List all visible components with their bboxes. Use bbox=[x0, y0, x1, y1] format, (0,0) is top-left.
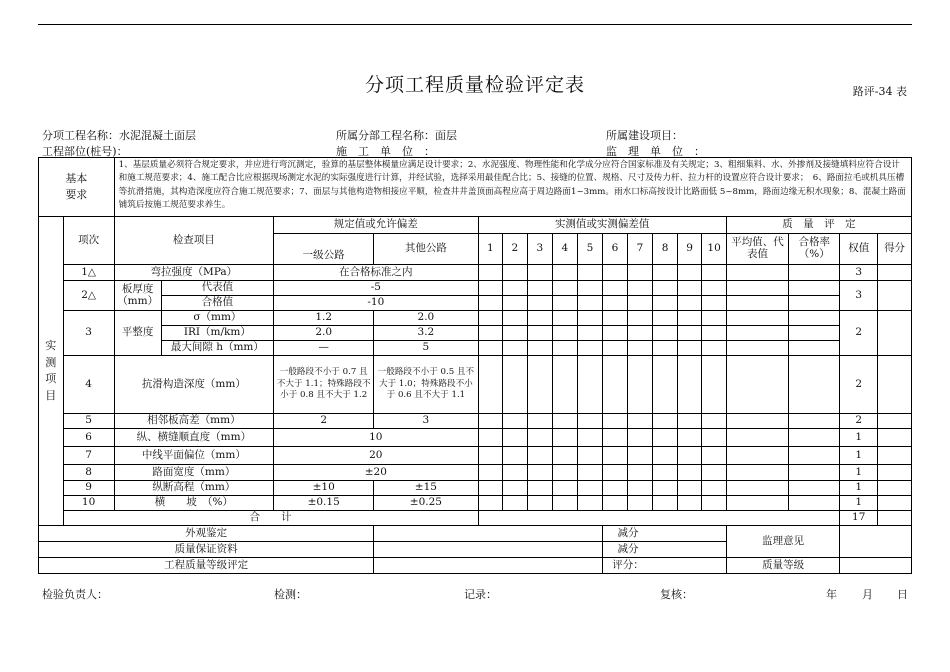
appearance-label: 外观鉴定 bbox=[39, 526, 374, 542]
table-cell: 合 计 bbox=[63, 511, 478, 526]
table-cell: 17 bbox=[840, 511, 878, 526]
table-cell bbox=[627, 341, 653, 356]
table-cell bbox=[374, 558, 603, 574]
table-cell bbox=[627, 281, 653, 296]
col-other-roads: 其他公路 bbox=[374, 234, 478, 265]
table-cell bbox=[726, 265, 788, 281]
table-cell bbox=[789, 296, 840, 311]
table-cell bbox=[726, 296, 788, 311]
table-cell: 3 bbox=[840, 265, 878, 281]
table-cell: 3 bbox=[374, 414, 478, 429]
table-cell bbox=[553, 311, 578, 326]
table-cell bbox=[577, 326, 603, 341]
table-cell bbox=[789, 496, 840, 511]
table-cell bbox=[702, 447, 727, 465]
table-cell bbox=[702, 414, 727, 429]
table-cell bbox=[878, 311, 912, 356]
col-m4: 4 bbox=[553, 234, 578, 265]
table-cell: 代表值 bbox=[161, 281, 273, 296]
table-cell bbox=[677, 326, 702, 341]
reviewer-label: 复核： bbox=[660, 588, 693, 601]
table-cell bbox=[702, 341, 727, 356]
table-cell: 1 bbox=[840, 496, 878, 511]
supervisor-opinion-label: 监理意见 bbox=[726, 526, 839, 558]
table-cell bbox=[677, 265, 702, 281]
table-cell bbox=[527, 326, 553, 341]
table-cell: 5 bbox=[63, 414, 114, 429]
page-title: 分项工程质量检验评定表 bbox=[364, 74, 585, 96]
table-cell bbox=[527, 465, 553, 481]
col-pass-rate: 合格率（%） bbox=[789, 234, 840, 265]
deduct-label-2: 减分 bbox=[603, 542, 653, 558]
table-cell: 2 bbox=[840, 311, 878, 356]
requirements-label: 基本要求 bbox=[39, 158, 115, 217]
table-cell bbox=[789, 429, 840, 447]
table-cell bbox=[677, 341, 702, 356]
col-m10: 10 bbox=[702, 234, 727, 265]
table-cell: 路面宽度（mm） bbox=[114, 465, 273, 481]
table-cell bbox=[603, 447, 628, 465]
table-cell bbox=[478, 356, 503, 414]
table-cell bbox=[702, 311, 727, 326]
table-cell bbox=[653, 296, 678, 311]
table-cell bbox=[553, 414, 578, 429]
table-cell: -10 bbox=[274, 296, 478, 311]
col-m9: 9 bbox=[677, 234, 702, 265]
table-cell bbox=[553, 341, 578, 356]
table-cell bbox=[374, 526, 603, 542]
table-cell bbox=[527, 281, 553, 296]
project-name: 分项工程名称：水泥混凝土面层 bbox=[42, 129, 196, 142]
table-cell: 1 bbox=[840, 465, 878, 481]
deduct-label-1: 减分 bbox=[603, 526, 653, 542]
table-cell: 板厚度（mm） bbox=[114, 281, 161, 311]
table-cell bbox=[878, 414, 912, 429]
table-cell: 4 bbox=[63, 356, 114, 414]
top-rule bbox=[38, 24, 912, 25]
table-cell bbox=[702, 429, 727, 447]
table-cell: 1.2 bbox=[274, 311, 374, 326]
measured-items-label: 实测项目 bbox=[39, 217, 64, 526]
table-cell bbox=[726, 326, 788, 341]
table-cell bbox=[553, 481, 578, 496]
table-cell: 抗滑构造深度（mm） bbox=[114, 356, 273, 414]
table-cell bbox=[577, 481, 603, 496]
table-cell: 2 bbox=[840, 414, 878, 429]
table-cell bbox=[478, 326, 503, 341]
table-cell bbox=[553, 447, 578, 465]
table-cell bbox=[878, 481, 912, 496]
table-row bbox=[39, 481, 912, 496]
table-cell bbox=[653, 356, 678, 414]
table-cell: 一般路段不小于 0.7 且不大于 1.1；特殊路段不小于 0.8 且不大于 1.2 bbox=[274, 356, 374, 414]
table-cell bbox=[878, 429, 912, 447]
table-cell bbox=[653, 341, 678, 356]
table-cell bbox=[677, 447, 702, 465]
table-cell: 弯拉强度（MPa） bbox=[114, 265, 273, 281]
table-cell bbox=[553, 465, 578, 481]
table-cell bbox=[478, 429, 503, 447]
col-quality-group: 质 量 评 定 bbox=[726, 217, 911, 234]
table-cell: 1 bbox=[840, 447, 878, 465]
table-cell bbox=[478, 496, 503, 511]
table-cell bbox=[789, 265, 840, 281]
table-cell bbox=[726, 281, 788, 296]
table-cell bbox=[702, 465, 727, 481]
table-cell: 3 bbox=[840, 281, 878, 311]
score-label: 评分： bbox=[603, 558, 653, 574]
table-row bbox=[39, 311, 912, 326]
date-month: 月 bbox=[862, 588, 873, 601]
table-cell bbox=[789, 481, 840, 496]
table-cell: 中线平面偏位（mm） bbox=[114, 447, 273, 465]
table-cell bbox=[878, 356, 912, 414]
table-cell bbox=[478, 481, 503, 496]
table-cell bbox=[789, 341, 840, 356]
table-cell bbox=[478, 311, 503, 326]
table-cell bbox=[527, 356, 553, 414]
table-cell bbox=[577, 311, 603, 326]
col-m7: 7 bbox=[627, 234, 653, 265]
quality-grade-label: 质量等级 bbox=[726, 558, 839, 574]
table-cell bbox=[527, 481, 553, 496]
table-cell: 1 bbox=[840, 481, 878, 496]
col-item-no: 项次 bbox=[63, 217, 114, 265]
table-cell bbox=[789, 414, 840, 429]
table-cell: IRI（m/km） bbox=[161, 326, 273, 341]
table-cell bbox=[627, 356, 653, 414]
table-cell bbox=[627, 429, 653, 447]
table-cell bbox=[553, 296, 578, 311]
table-cell bbox=[677, 465, 702, 481]
table-cell: 合格值 bbox=[161, 296, 273, 311]
table-cell bbox=[553, 265, 578, 281]
table-cell bbox=[789, 356, 840, 414]
date-year: 年 bbox=[826, 588, 837, 601]
requirements-text: 1、基层质量必须符合规定要求，并应进行弯沉测定，验算的基层整体模量应满足设计要求；2、水泥强度、物理性能和化学成分应符合国家标准及有关规定；3、粗细集料、水、外掺剂及接缝填料应符合设计和施工规范要求；4、施工配合比应根据现场测定水泥的实际强度进行计算，并经试验，选择采用最佳配合比；5、接缝的位置、规格、尺寸及传力杆、拉力杆的设置应符合设计要求； 6、路面拉毛或机具压槽等抗滑措施，其构造深度应符合施工规范要求；7、面层与其他构造物相接应平顺，检查井井盖顶面高程应高于周边路面1~3mm。雨水口标高按设计比路面低 5~8mm，路面边缘无积水现象；8、混凝土路面铺筑后按施工规范要求养生。 bbox=[114, 158, 911, 217]
table-cell bbox=[503, 481, 528, 496]
table-cell bbox=[603, 414, 628, 429]
col-weight: 权值 bbox=[840, 234, 878, 265]
table-cell bbox=[478, 341, 503, 356]
table-cell bbox=[577, 465, 603, 481]
table-cell bbox=[878, 281, 912, 311]
table-cell bbox=[503, 311, 528, 326]
table-cell bbox=[878, 265, 912, 281]
table-cell bbox=[478, 281, 503, 296]
table-cell bbox=[878, 496, 912, 511]
table-cell: ±10 bbox=[274, 481, 374, 496]
table-cell: 平整度 bbox=[114, 311, 161, 356]
table-cell bbox=[677, 429, 702, 447]
table-cell bbox=[726, 341, 788, 356]
table-cell bbox=[878, 447, 912, 465]
col-m5: 5 bbox=[577, 234, 603, 265]
table-cell: 一般路段不小于 0.5 且不大于 1.0；特殊路段不小于 0.6 且不大于 1.1 bbox=[374, 356, 478, 414]
table-cell bbox=[527, 311, 553, 326]
table-cell bbox=[653, 526, 727, 542]
grade-eval-label: 工程质量等级评定 bbox=[39, 558, 374, 574]
table-cell bbox=[653, 496, 678, 511]
table-row bbox=[39, 414, 912, 429]
table-cell: 9 bbox=[63, 481, 114, 496]
table-cell bbox=[527, 265, 553, 281]
table-cell bbox=[503, 326, 528, 341]
table-cell bbox=[627, 481, 653, 496]
table-row bbox=[39, 447, 912, 465]
table-cell: 10 bbox=[63, 496, 114, 511]
table-cell bbox=[627, 296, 653, 311]
col-m2: 2 bbox=[503, 234, 528, 265]
table-cell: — bbox=[274, 341, 374, 356]
table-cell bbox=[577, 281, 603, 296]
table-cell bbox=[478, 447, 503, 465]
table-cell: 5 bbox=[374, 341, 478, 356]
table-cell bbox=[726, 481, 788, 496]
table-cell bbox=[603, 265, 628, 281]
table-cell bbox=[577, 341, 603, 356]
table-cell bbox=[503, 465, 528, 481]
location-label: 工程部位(桩号)： bbox=[42, 145, 128, 158]
table-cell bbox=[503, 447, 528, 465]
table-cell bbox=[527, 496, 553, 511]
table-cell bbox=[577, 356, 603, 414]
table-cell bbox=[702, 481, 727, 496]
table-cell bbox=[627, 311, 653, 326]
table-row bbox=[39, 281, 912, 296]
table-cell bbox=[527, 296, 553, 311]
table-cell bbox=[603, 356, 628, 414]
table-cell bbox=[627, 326, 653, 341]
table-cell bbox=[653, 281, 678, 296]
table-cell bbox=[726, 311, 788, 326]
table-cell: 纵断高程（mm） bbox=[114, 481, 273, 496]
table-cell bbox=[789, 326, 840, 341]
date-day: 日 bbox=[897, 588, 908, 601]
table-cell: ±0.15 bbox=[274, 496, 374, 511]
form-code: 路评-34 表 bbox=[852, 85, 907, 98]
table-cell: 纵、横缝顺直度（mm） bbox=[114, 429, 273, 447]
table-cell bbox=[503, 496, 528, 511]
contractor-label: 施 工 单 位 ： bbox=[336, 145, 435, 158]
table-cell bbox=[627, 265, 653, 281]
table-cell bbox=[503, 341, 528, 356]
table-row bbox=[39, 356, 912, 414]
table-cell: 2 bbox=[274, 414, 374, 429]
table-cell: 2 bbox=[840, 356, 878, 414]
table-cell: 8 bbox=[63, 465, 114, 481]
col-grade1: 一级公路 bbox=[274, 234, 374, 265]
table-cell: 3.2 bbox=[374, 326, 478, 341]
table-cell bbox=[577, 414, 603, 429]
total-row bbox=[39, 511, 912, 526]
table-cell bbox=[702, 326, 727, 341]
table-cell bbox=[603, 465, 628, 481]
quality-docs-label: 质量保证资料 bbox=[39, 542, 374, 558]
table-cell bbox=[789, 311, 840, 326]
table-cell bbox=[677, 414, 702, 429]
table-cell: σ（mm） bbox=[161, 311, 273, 326]
table-cell bbox=[677, 281, 702, 296]
table-cell: 在合格标准之内 bbox=[274, 265, 478, 281]
table-cell bbox=[478, 265, 503, 281]
table-cell bbox=[553, 326, 578, 341]
table-cell bbox=[702, 356, 727, 414]
table-cell bbox=[789, 447, 840, 465]
table-cell: 横 坡 （%） bbox=[114, 496, 273, 511]
table-cell bbox=[627, 465, 653, 481]
construction-project: 所属建设项目： bbox=[606, 129, 683, 142]
table-row bbox=[39, 465, 912, 481]
col-m8: 8 bbox=[653, 234, 678, 265]
table-cell bbox=[726, 414, 788, 429]
table-cell bbox=[603, 481, 628, 496]
table-cell bbox=[527, 414, 553, 429]
col-spec-group: 规定值或允许偏差 bbox=[274, 217, 478, 234]
table-cell bbox=[726, 429, 788, 447]
table-row bbox=[39, 265, 912, 281]
table-cell bbox=[789, 465, 840, 481]
table-cell: 7 bbox=[63, 447, 114, 465]
table-cell bbox=[653, 542, 727, 558]
table-cell bbox=[726, 356, 788, 414]
table-cell bbox=[653, 311, 678, 326]
table-cell bbox=[603, 496, 628, 511]
table-cell: 2△ bbox=[63, 281, 114, 311]
table-cell: 1△ bbox=[63, 265, 114, 281]
table-cell bbox=[627, 414, 653, 429]
table-cell bbox=[677, 296, 702, 311]
table-cell bbox=[702, 496, 727, 511]
table-cell bbox=[789, 281, 840, 296]
table-cell: -5 bbox=[274, 281, 478, 296]
table-cell bbox=[577, 496, 603, 511]
table-cell bbox=[577, 429, 603, 447]
table-cell bbox=[503, 296, 528, 311]
col-m1: 1 bbox=[478, 234, 503, 265]
table-cell bbox=[677, 496, 702, 511]
table-cell bbox=[503, 414, 528, 429]
table-row bbox=[39, 496, 912, 511]
table-cell bbox=[577, 447, 603, 465]
table-cell bbox=[503, 265, 528, 281]
table-cell bbox=[577, 296, 603, 311]
table-cell bbox=[478, 414, 503, 429]
table-cell bbox=[840, 558, 912, 574]
table-cell bbox=[478, 511, 840, 526]
table-cell bbox=[653, 414, 678, 429]
col-m6: 6 bbox=[603, 234, 628, 265]
table-cell bbox=[603, 281, 628, 296]
table-cell bbox=[553, 281, 578, 296]
table-cell bbox=[478, 296, 503, 311]
table-row bbox=[39, 429, 912, 447]
table-cell bbox=[603, 341, 628, 356]
table-cell: ±20 bbox=[274, 465, 478, 481]
inspector-label: 检验负责人： bbox=[42, 588, 108, 601]
table-cell bbox=[840, 526, 912, 558]
table-cell: 2.0 bbox=[374, 311, 478, 326]
supervisor-label: 监 理 单 位 ： bbox=[606, 145, 705, 158]
table-cell bbox=[726, 447, 788, 465]
table-cell bbox=[527, 341, 553, 356]
table-cell bbox=[627, 496, 653, 511]
inspection-table bbox=[38, 157, 912, 574]
table-cell: 2.0 bbox=[274, 326, 374, 341]
table-cell: 1 bbox=[840, 429, 878, 447]
table-cell: 最大间隙 h（mm） bbox=[161, 341, 273, 356]
table-cell bbox=[603, 429, 628, 447]
table-cell bbox=[553, 496, 578, 511]
table-cell bbox=[677, 356, 702, 414]
table-cell: 20 bbox=[274, 447, 478, 465]
table-cell bbox=[577, 265, 603, 281]
table-cell bbox=[603, 296, 628, 311]
table-cell bbox=[653, 265, 678, 281]
table-cell: 6 bbox=[63, 429, 114, 447]
table-cell bbox=[878, 465, 912, 481]
table-cell bbox=[677, 311, 702, 326]
table-cell: ±0.25 bbox=[374, 496, 478, 511]
table-cell bbox=[878, 511, 912, 526]
recorder-label: 记录： bbox=[464, 588, 497, 601]
table-cell bbox=[374, 542, 603, 558]
table-cell bbox=[702, 281, 727, 296]
col-average: 平均值、代表值 bbox=[726, 234, 788, 265]
table-cell bbox=[653, 429, 678, 447]
table-cell bbox=[677, 481, 702, 496]
tester-label: 检测： bbox=[274, 588, 307, 601]
sub-project-name: 所属分部工程名称：面层 bbox=[336, 129, 457, 142]
table-cell bbox=[527, 447, 553, 465]
table-cell bbox=[553, 429, 578, 447]
col-score: 得分 bbox=[878, 234, 912, 265]
table-cell bbox=[553, 356, 578, 414]
table-cell bbox=[702, 265, 727, 281]
table-cell bbox=[503, 281, 528, 296]
table-cell bbox=[503, 356, 528, 414]
table-cell bbox=[603, 311, 628, 326]
col-m3: 3 bbox=[527, 234, 553, 265]
col-check-item: 检查项目 bbox=[114, 217, 273, 265]
table-cell bbox=[653, 558, 727, 574]
table-cell: ±15 bbox=[374, 481, 478, 496]
table-cell bbox=[726, 496, 788, 511]
table-cell bbox=[627, 447, 653, 465]
table-cell bbox=[702, 296, 727, 311]
table-cell bbox=[527, 429, 553, 447]
table-cell bbox=[726, 465, 788, 481]
table-cell bbox=[603, 326, 628, 341]
table-cell bbox=[653, 447, 678, 465]
table-cell bbox=[478, 465, 503, 481]
table-cell: 10 bbox=[274, 429, 478, 447]
table-cell bbox=[653, 481, 678, 496]
col-measured-group: 实测值或实测偏差值 bbox=[478, 217, 726, 234]
table-cell: 相邻板高差（mm） bbox=[114, 414, 273, 429]
table-cell: 3 bbox=[63, 311, 114, 356]
table-cell bbox=[503, 429, 528, 447]
table-cell bbox=[653, 326, 678, 341]
table-cell bbox=[653, 465, 678, 481]
